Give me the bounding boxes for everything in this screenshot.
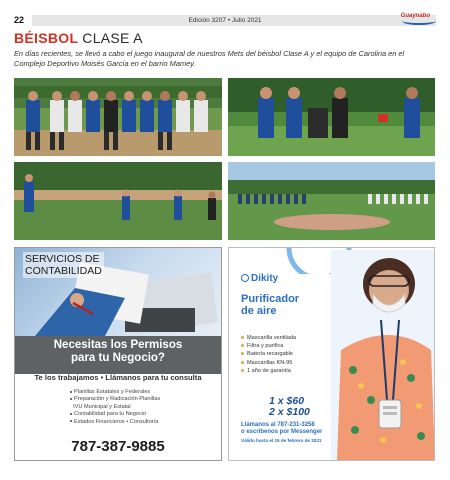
ad-contabilidad [14,247,222,461]
photo-first-pitch [14,162,222,240]
photo-ceremony-podium [228,78,435,156]
ad-contabilidad-title: SERVICIOS DE CONTABILIDAD [25,253,102,277]
ad-dikity-price: 1 x $60 2 x $100 [269,395,310,418]
list-item: Preparación y Radicación Planillas [70,396,215,403]
dikity-brand: Dikity [241,273,278,284]
photo-field-lineup [228,162,435,240]
woman-with-purifier-image [331,250,435,460]
list-item: Mascarillas KN-95 [241,359,296,367]
list-item: Estados Financieros • Consultoría [70,419,215,426]
list-item: Mascarilla ventilada [241,334,296,342]
page-number: 22 [14,15,32,26]
article-subtitle: En días recientes, se llevó a cabo el juego inaugural de nuestros Mets del béisbol Clase A y el equipo de Carolina en el Complejo Deportivo Moisés García en el barrio Mamey. [14,49,405,68]
list-item: 1 año de garantía [241,367,296,375]
article-title-dark: CLASE A [82,30,143,46]
photo-team-lineup [14,78,222,156]
list-item: Filtra y purifica [241,342,296,350]
dikity-logo-icon [241,274,249,282]
ad-dikity-features [241,334,296,375]
ad-dikity-validity: Válido hasta el 15 de febrero de 2021 [241,438,322,443]
ad-dikity-title: Purificador de aire [241,293,300,317]
ad-contabilidad-phone: 787-387-9885 [71,438,165,455]
list-item: Batería recargable [241,350,296,358]
edition-label: Edición 3207 • Julio 2021 [188,17,262,24]
article-title-red: BÉISBOL [14,30,79,46]
list-item: IVU Municipal y Estatal [73,403,131,410]
ad-contabilidad-services [70,389,215,426]
article-title [14,30,143,46]
list-item: Planillas Estatales y Federales [70,389,215,396]
ad-contabilidad-tagline: Te los trabajamos • Llámanos para tu consulta [34,373,202,382]
ad-dikity [228,247,435,461]
guaynabo-logo: Guaynabo [396,12,436,28]
page-header-bar [14,15,436,26]
list-item: Contabilidad para tu Negocio [70,411,215,418]
ad-contabilidad-headline: Necesitas los Permisos para tu Negocio? [53,339,183,364]
ad-dikity-contact: Llámanos al 787-231-3258 o escríbenos por Messenger [241,422,323,435]
